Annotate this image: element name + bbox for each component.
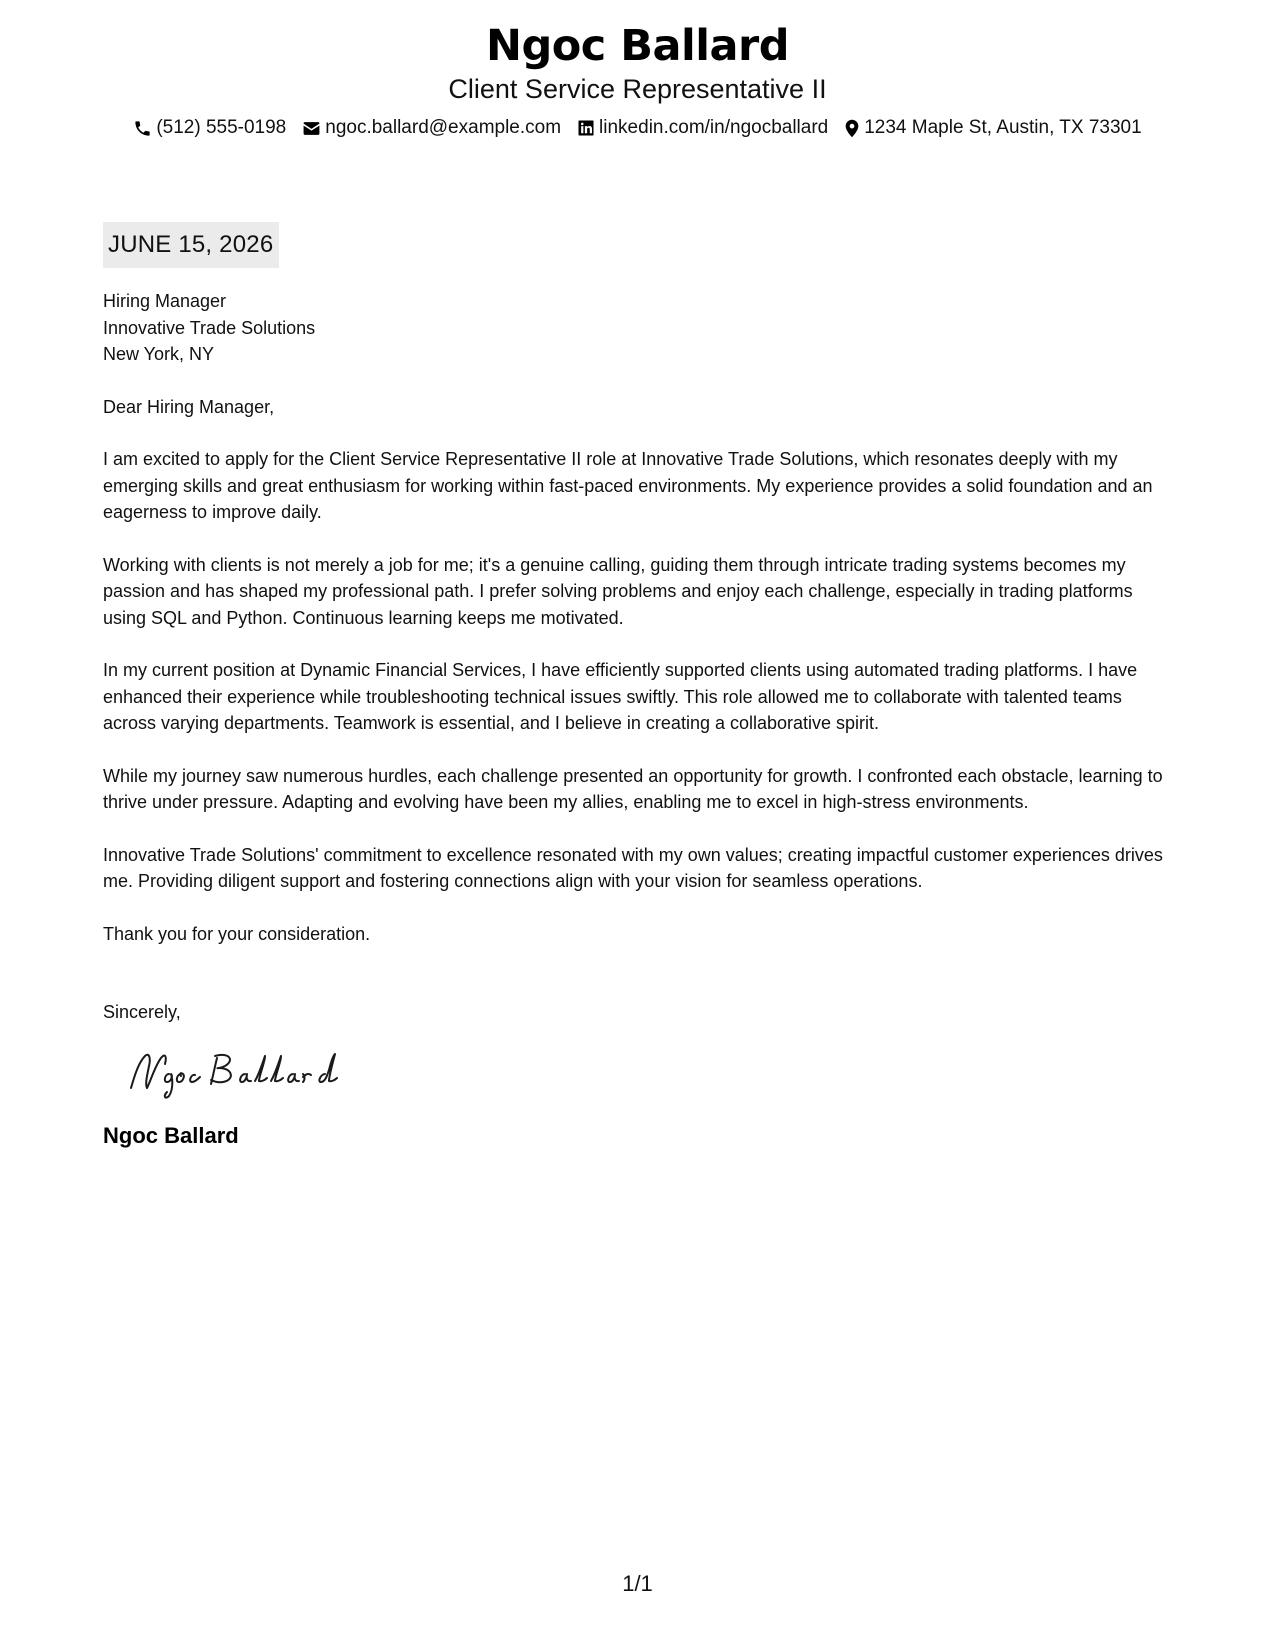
recipient-company: Innovative Trade Solutions	[103, 317, 316, 338]
contact-phone	[133, 116, 286, 140]
signature-image	[125, 1044, 345, 1104]
signature	[125, 1044, 1173, 1104]
recipient-location: New York, NY	[103, 344, 215, 364]
thank-you-line: Thank you for your consideration.	[103, 923, 371, 944]
closing: Sincerely,	[103, 1002, 181, 1022]
envelope-icon	[302, 119, 321, 138]
contact-email	[302, 116, 561, 140]
letter-body	[103, 288, 1173, 1150]
salutation: Dear Hiring Manager,	[103, 396, 275, 417]
address-text: 1234 Maple St, Austin, TX 73301	[864, 117, 1142, 138]
contact-address	[844, 116, 1141, 140]
email-text: ngoc.ballard@example.com	[325, 117, 562, 138]
body-paragraph: While my journey saw numerous hurdles, each challenge presented an opportunity for growth. I confronted each obstacle, learning to thrive under pressure. Adapting and evolving have been my allies, enabling me to excel in high-stress environments.	[103, 765, 1163, 812]
page-number: 1/1	[622, 1571, 653, 1596]
applicant-role: Client Service Representative II	[448, 74, 827, 104]
map-pin-icon	[844, 119, 860, 138]
linkedin-icon	[577, 119, 595, 137]
body-paragraph: Working with clients is not merely a job for me; it's a genuine calling, guiding them through intricate trading systems becomes my passion and has shaped my professional path. I prefer solving problems and enjoy each challenge, especially in trading platforms using SQL and Python. Continuous learning keeps me motivated.	[103, 554, 1133, 628]
linkedin-text: linkedin.com/in/ngocballard	[599, 117, 829, 138]
applicant-name: Ngoc Ballard	[485, 21, 790, 71]
signer-name: Ngoc Ballard	[103, 1122, 239, 1148]
contact-linkedin	[577, 116, 828, 140]
recipient-title: Hiring Manager	[103, 291, 227, 311]
contact-bar	[0, 116, 1275, 140]
letter-header	[0, 20, 1275, 140]
letter-date: JUNE 15, 2026	[103, 222, 279, 268]
recipient-block	[103, 288, 1173, 368]
body-paragraph: I am excited to apply for the Client Service Representative II role at Innovative Trade Solutions, which resonates deeply with my emerging skills and great enthusiasm for working within fast-paced environments. My experience provides a solid foundation and an eagerness to improve daily.	[103, 449, 1153, 522]
body-paragraph: In my current position at Dynamic Financial Services, I have efficiently supported clients using automated trading platforms. I have enhanced their experience while troubleshooting technical issues swiftly. This role allowed me to collaborate with talented teams across varying departments. Teamwork is essential, and I believe in creating a collaborative spirit.	[103, 660, 1138, 733]
body-paragraph: Innovative Trade Solutions' commitment to excellence resonated with my own values; creating impactful customer experiences drives me. Providing diligent support and fostering connections align with your vision for seamless operations.	[103, 844, 1163, 891]
phone-icon	[133, 119, 152, 138]
phone-text: (512) 555-0198	[156, 117, 287, 138]
